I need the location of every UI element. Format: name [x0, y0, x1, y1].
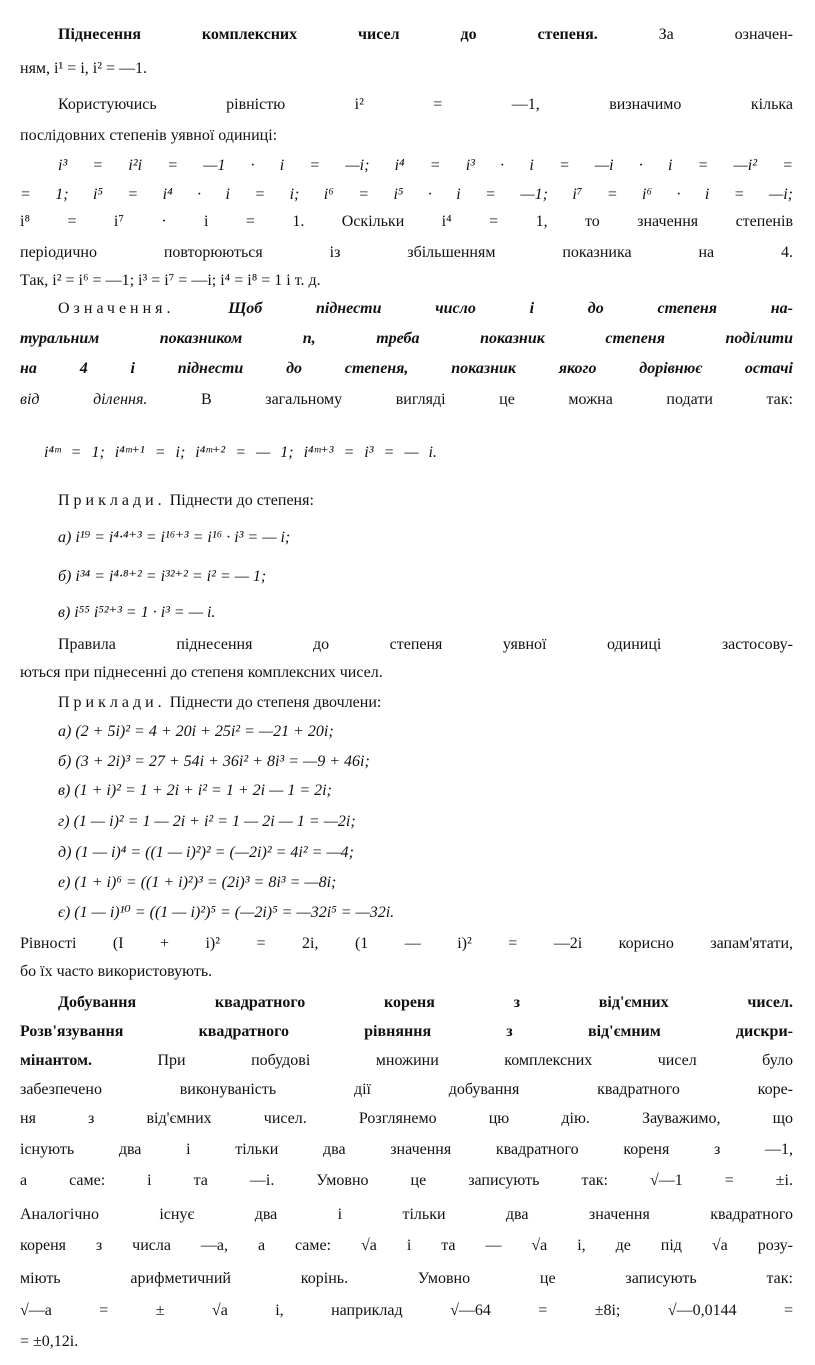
text-line-29: Рівності (І + i)² = 2i, (1 — i)² = —2i корисно запам'ятати, [20, 935, 793, 952]
text-line-15: Приклади. Піднести до степеня: [58, 492, 314, 509]
binomial-example-d: г) (1 — i)² = 1 — 2i + i² = 1 — 2i — 1 = —2i; [58, 813, 356, 830]
text-line-9: Так, i² = i⁶ = —1; i³ = i⁷ = —i; i⁴ = i⁸ = 1 і т. д. [20, 272, 321, 289]
text-line-11: туральним показником n, треба показник степеня поділити [20, 330, 793, 347]
examples-label-2: Приклади. [58, 694, 166, 711]
text-line-6: = 1; i⁵ = i⁴ · i = i; i⁶ = i⁵ · i = —1; i⁷ = i⁶ · i = —i; [20, 186, 793, 203]
binomial-example-c: в) (1 + i)² = 1 + 2i + i² = 1 + 2i — 1 = 2i; [58, 782, 332, 799]
section-heading-sqrt-3: мінантом. [20, 1052, 93, 1069]
text-line-19: Правила піднесення до степеня уявної одиниці застосову- [58, 636, 793, 653]
section-heading-powers: Піднесення комплексних чисел до степеня. [58, 26, 598, 43]
text-line-21: Приклади. Піднести до степеня двочлени: [58, 694, 382, 711]
text-line-7: i⁸ = i⁷ · i = 1. Оскільки i⁴ = 1, то значення степенів [20, 213, 793, 230]
text-line-8: періодично повторюються із збільшенням показника на 4. [20, 244, 793, 261]
text-line-1: Піднесення комплексних чисел до степеня. За означен- [58, 26, 794, 43]
text-line-33: мінантом. При побудові множини комплексних чисел було [20, 1052, 793, 1069]
binomial-example-e: д) (1 — i)⁴ = ((1 — i)²)² = (—2i)² = 4i² = —4; [58, 844, 354, 861]
text-line-42: = ±0,12i. [20, 1333, 79, 1350]
binomial-example-a: а) (2 + 5i)² = 4 + 20i + 25i² = —21 + 20i; [58, 723, 334, 740]
example-c: в) i⁵⁵ i⁵²⁺³ = 1 · i³ = — i. [58, 604, 216, 621]
text-line-12: на 4 і піднести до степеня, показник якого дорівнює остачі [20, 360, 793, 377]
text-line-34: забезпечено виконуваність дії добування квадратного коре- [20, 1081, 793, 1098]
section-heading-sqrt-1: Добування квадратного кореня з від'ємних чисел. [58, 994, 793, 1011]
text-line-3: Користуючись рівністю i² = —1, визначимо кілька [58, 96, 793, 113]
examples-label-1: Приклади. [58, 492, 166, 509]
section-heading-sqrt-2: Розв'язування квадратного рівняння з від'ємним дискри- [20, 1023, 793, 1040]
text-line-39: кореня з числа —a, а саме: √a i та — √a i, де під √a розу- [20, 1237, 793, 1254]
text-line-35: ня з від'ємних чисел. Розглянемо цю дію. Зауважимо, що [20, 1110, 793, 1127]
formula-line-general: i⁴ᵐ = 1; i⁴ᵐ⁺¹ = i; i⁴ᵐ⁺² = — 1; i⁴ᵐ⁺³ = i³ = — i. [44, 444, 437, 461]
definition-label: Означення. [58, 300, 175, 317]
text-line-2: ням, i¹ = i, i² = —1. [20, 60, 148, 77]
example-a: а) i¹⁹ = i⁴·⁴⁺³ = i¹⁶⁺³ = i¹⁶ · i³ = — i; [58, 529, 291, 546]
text-line-5: i³ = i²i = —1 · i = —i; i⁴ = i³ · i = —i · i = —i² = [58, 157, 793, 174]
example-b: б) i³⁴ = i⁴·⁸⁺² = i³²⁺² = i² = — 1; [58, 568, 267, 585]
binomial-example-b: б) (3 + 2i)³ = 27 + 54i + 36i² + 8i³ = —9 + 46i; [58, 753, 370, 770]
text-line-37: а саме: i та —i. Умовно це записують так: √—1 = ±i. [20, 1172, 793, 1189]
text-line-40: міють арифметичний корінь. Умовно це записують так: [20, 1270, 793, 1287]
binomial-example-g: є) (1 — i)¹⁰ = ((1 — i)²)⁵ = (—2i)⁵ = —32i⁵ = —32i. [58, 904, 395, 921]
text-line-38: Аналогічно існує два і тільки два значення квадратного [20, 1206, 793, 1223]
text-line-4: послідовних степенів уявної одиниці: [20, 127, 278, 144]
text-line-13: від ділення. В загальному вигляді це можна подати так: [20, 391, 793, 408]
text-line-41: √—a = ± √a i, наприклад √—64 = ±8i; √—0,0144 = [20, 1302, 793, 1319]
binomial-example-f: е) (1 + i)⁶ = ((1 + i)²)³ = (2i)³ = 8i³ = —8i; [58, 874, 337, 891]
text-line-20: ються при піднесенні до степеня комплексних чисел. [20, 664, 383, 681]
text-line-10: Означення. Щоб піднести число і до степеня на- [58, 300, 793, 317]
text-line-30: бо їх часто використовують. [20, 963, 213, 980]
text-line-36: існують два і тільки два значення квадратного кореня з —1, [20, 1141, 793, 1158]
